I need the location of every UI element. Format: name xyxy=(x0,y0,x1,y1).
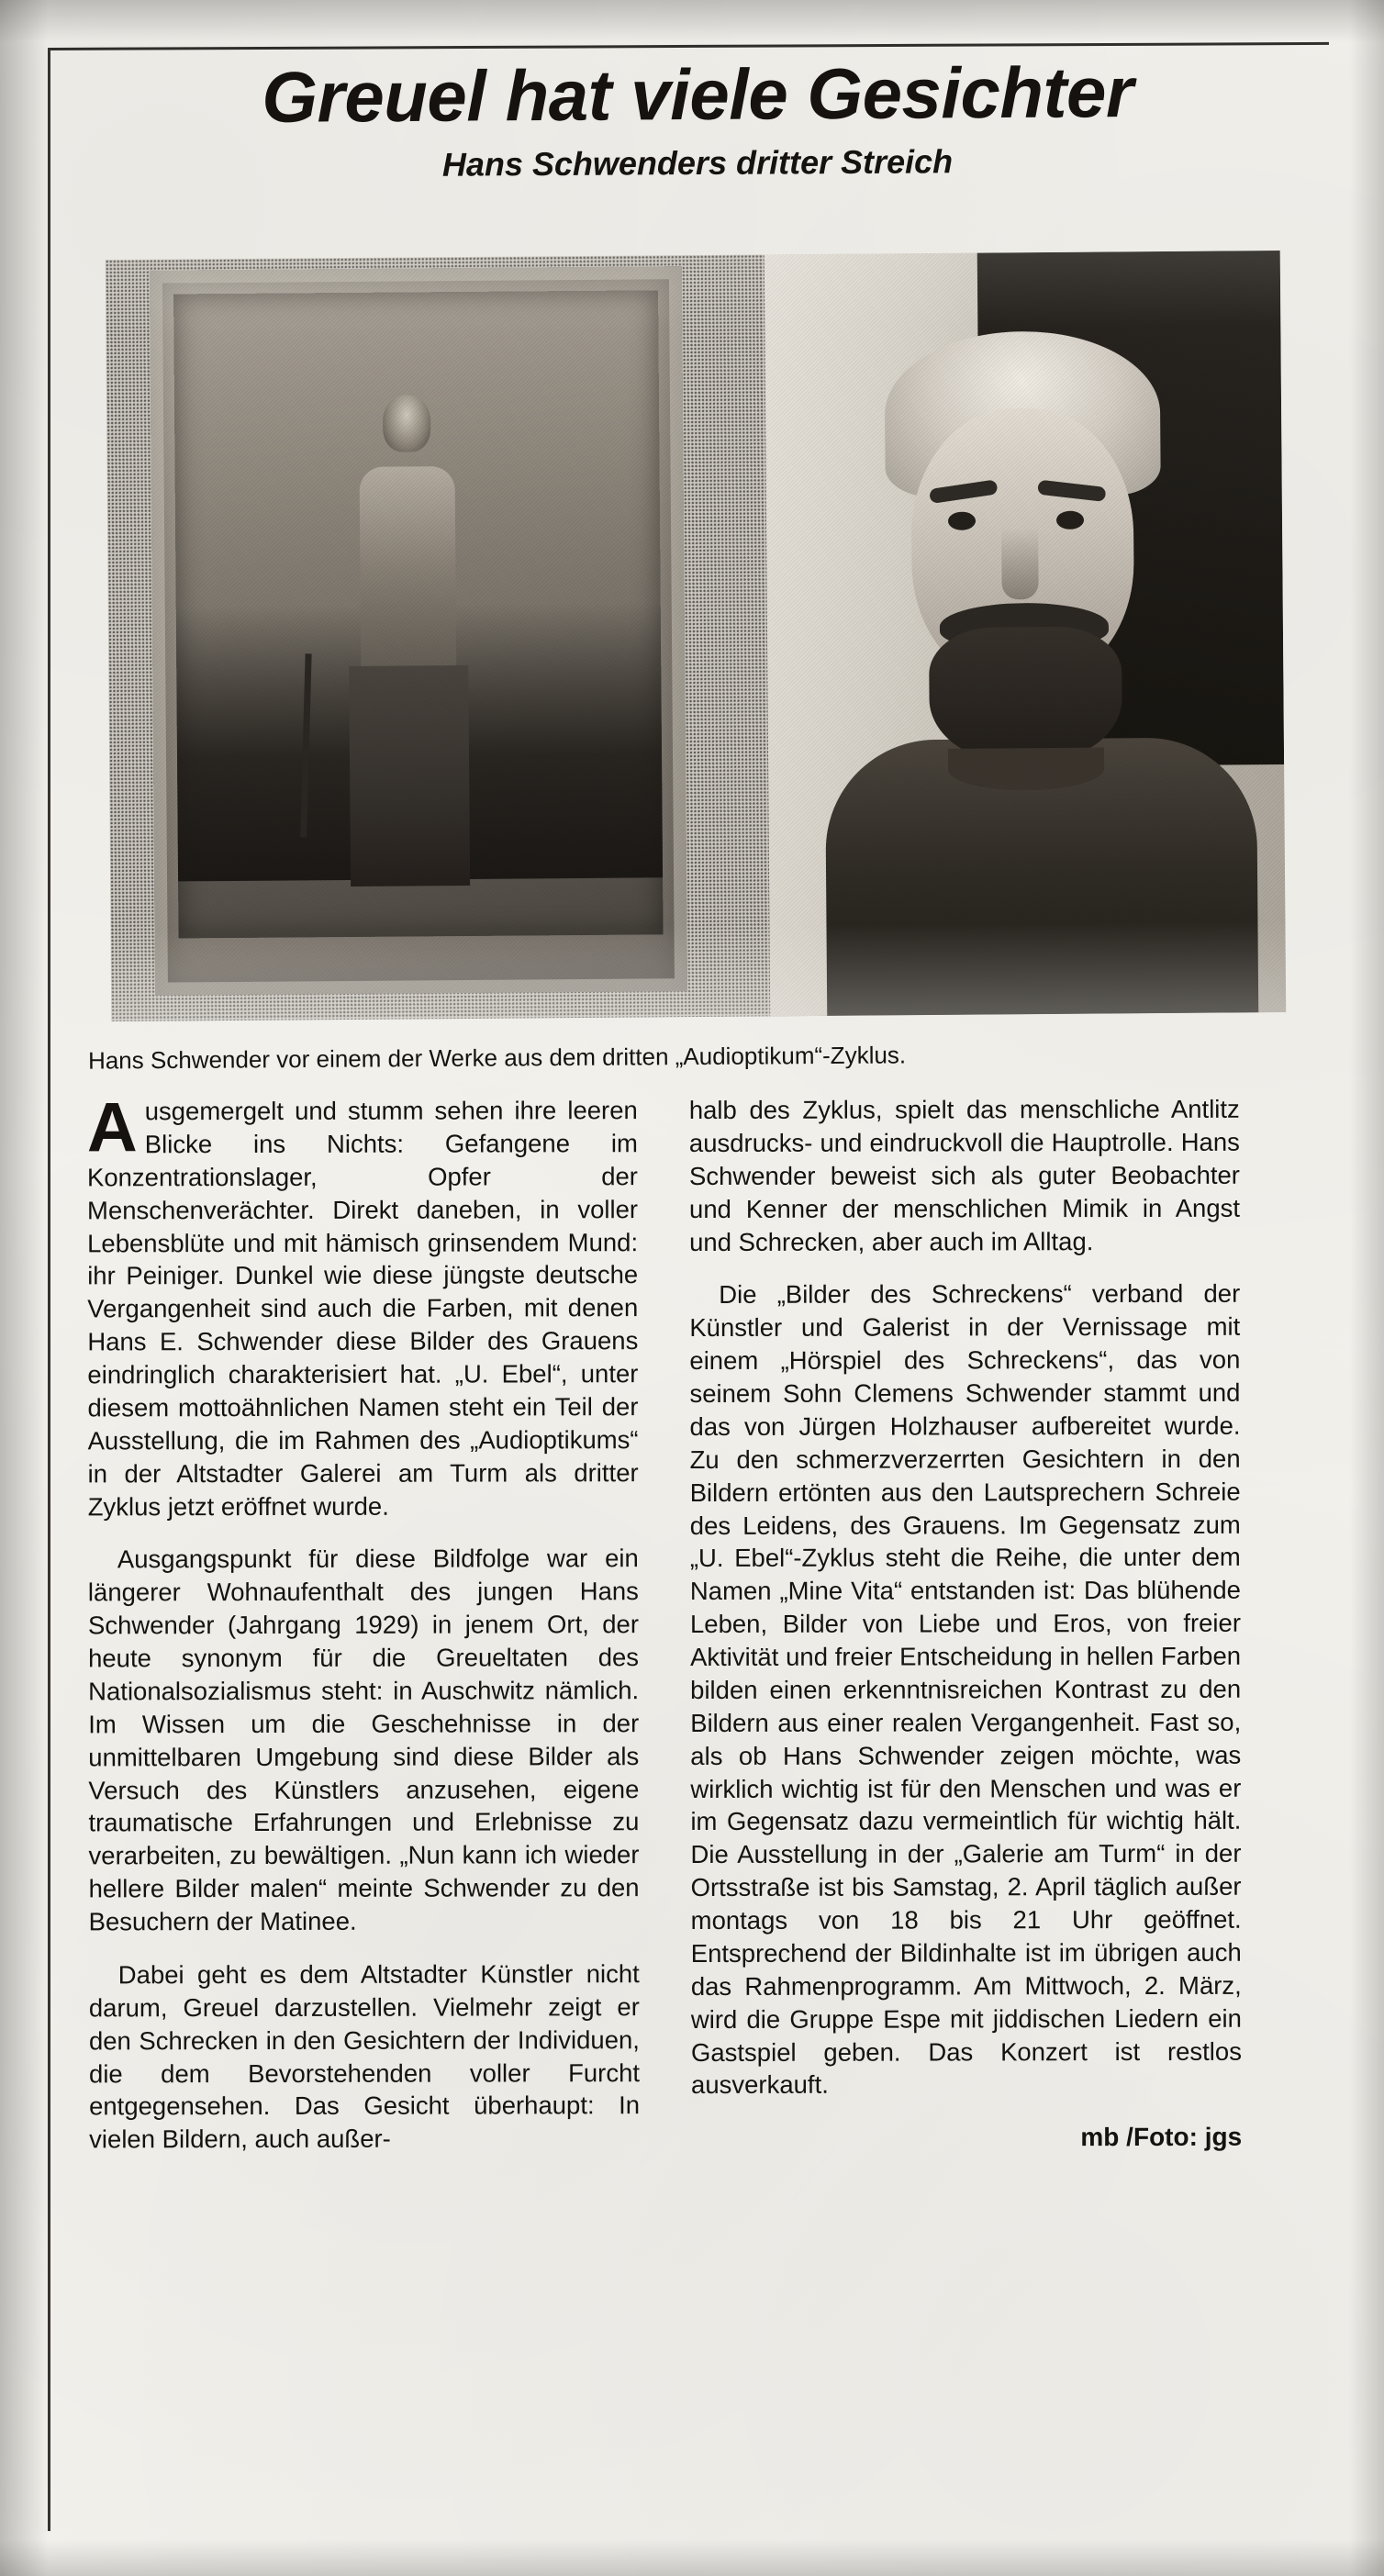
article-body xyxy=(86,1088,1319,2178)
byline: mb /Foto: jgs xyxy=(1080,2123,1243,2152)
paragraph-continuation: halb des Zyklus, spielt das menschliche Antlitz ausdrucks- und eindruckvoll die Hauptrolle. Hans Schwender beweist sich als guter Beobachter und Kenner der menschlichen Mimik in Angst und Schrecken, aber auch im Alltag. xyxy=(688,1094,1241,1256)
scan-edge-shadow-left xyxy=(0,0,48,2576)
photo-halftone-surface xyxy=(106,251,1286,1021)
drop-cap: A xyxy=(86,1088,138,1167)
article-column-right xyxy=(689,1093,1242,2176)
horizontal-rule-top xyxy=(50,42,1329,50)
paragraph-lead xyxy=(86,1088,639,1523)
article-column-left xyxy=(86,1088,641,2177)
article-photo xyxy=(106,251,1286,1021)
paragraph: Dabei geht es dem Altstadter Künstler nicht darum, Greuel darzustellen. Vielmehr zeigt er den Schrecken in den Gesichtern der Individuen, die dem Bevorstehenden voller Furcht entgegensehen. Das Gesicht überhaupt: In vielen Bildern, auch außer- xyxy=(88,1959,641,2154)
scan-edge-shadow-bottom xyxy=(0,2539,1384,2576)
paragraph: Ausgangspunkt für diese Bildfolge war ein längerer Wohnaufenthalt des jungen Hans Schwender (Jahrgang 1929) in jenem Ort, der heute synonym für die Greueltaten des Nationalsozialismus steht: in Auschwitz nämlich. Im Wissen um die Geschehnisse in der unmittelbaren Umgebung sind diese Bilder als Versuch des Künstlers anzusehen, eigene traumatische Erfahrungen und Erlebnisse zu verarbeiten, zu bewältigen. „Nun kann ich wieder hellere Bilder malen“ meinte Schwender zu den Besuchern der Matinee. xyxy=(87,1544,640,1936)
photo-fade-overlay xyxy=(106,251,1286,1021)
scan-edge-shadow-top xyxy=(0,0,1384,42)
headline-block xyxy=(55,51,1340,184)
vertical-column-rule xyxy=(48,48,50,2531)
photo-caption: Hans Schwender vor einem der Werke aus dem dritten „Audioptikum“-Zyklus. xyxy=(87,1041,907,1075)
paragraph-lead-text: usgemergelt und stumm sehen ihre leeren Blicke ins Nichts: Gefangene im Konzentrationslager, Opfer der Menschenverächter. Direkt daneben, in voller Lebensblüte und mit hämisch grinsendem Mund: ihr Peiniger. Dunkel wie diese jüngste deutsche Vergangenheit sind auch die Farben, mit denen Hans E. Schwender diese Bilder des Grauens eindringlich charakterisiert hat. „U. Ebel“, unter diesem mottoähnlichen Namen steht ein Teil der Ausstellung, die im Rahmen des „Audioptikums“ in der Altstadter Galerei am Turm als dritter Zyklus jetzt eröffnet wurde. xyxy=(86,1096,639,1521)
paragraph: Die „Bilder des Schreckens“ verband der Künstler und Galerist in der Vernissage mit einem „Hörspiel des Schreckens“, das von seinem Sohn Clemens Schwender stammt und das von Jürgen Holzhauser aufbereitet wurde. Zu den schmerzverzerrten Gesichtern in den Bildern ertönten aus den Lautsprechern Schreie des Leidens, des Grauens. Im Gegensatz zum „U. Ebel“-Zyklus steht die Reihe, die unter dem Namen „Mine Vita“ entstanden ist: Das blühende Leben, Bilder von Liebe und Eros, von freier Aktivität und freier Entscheidung in hellen Farben bilden einen erkenntnisreichen Kontrast zu den Bildern aus einer realen Vergangenheit. Fast so, als ob Hans Schwender zeigen möchte, was wirklich wichtig ist für den Menschen und was er im Gegensatz dazu vermeintlich für wichtig hält. Die Ausstellung in der „Galerie am Turm“ in der Ortsstraße ist bis Samstag, 2. April täglich außer montags von 18 bis 21 Uhr geöffnet. Entsprechend der Bildinhalte ist im übrigen auch das Rahmenprogramm. Am Mittwoch, 2. März, wird die Gruppe Espe mit jiddischen Liedern ein Gastspiel geben. Das Konzert ist restlos ausverkauft. xyxy=(689,1279,1242,2100)
page-subtitle: Hans Schwenders dritter Streich xyxy=(441,142,954,184)
scan-edge-shadow-right xyxy=(1349,0,1384,2576)
page-title: Greuel hat viele Gesichter xyxy=(262,51,1133,138)
